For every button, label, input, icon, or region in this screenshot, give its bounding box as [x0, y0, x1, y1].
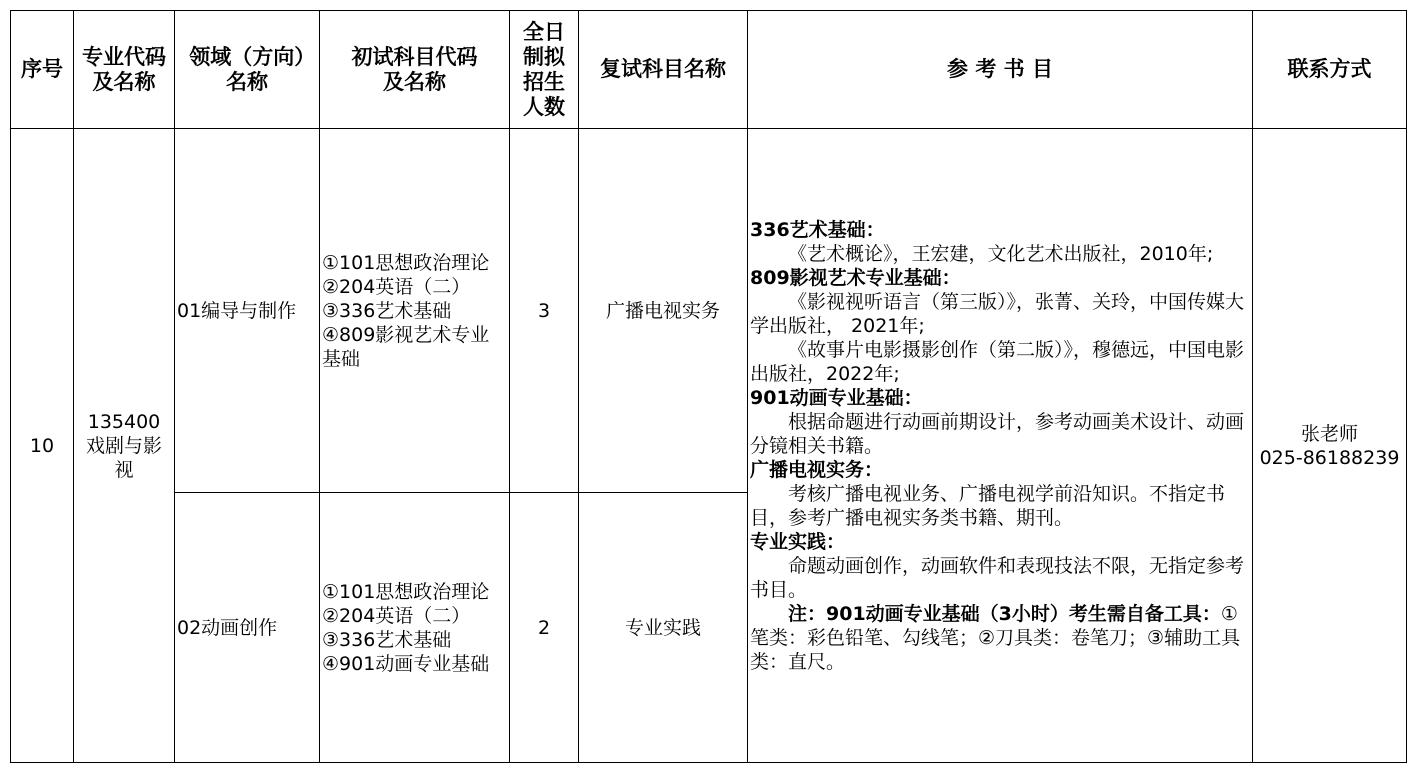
- header-quota: 全日制拟招生人数: [510, 11, 579, 129]
- header-exam: 初试科目代码及名称: [320, 11, 510, 129]
- major-cell: [74, 129, 175, 763]
- major-code: 135400: [87, 410, 161, 433]
- retest-cell: 广播电视实务: [579, 129, 748, 493]
- exam-subject: ①101思想政治理论: [322, 251, 490, 274]
- header-contact: 联系方式: [1253, 11, 1407, 129]
- admissions-table: [10, 10, 1407, 763]
- exam-subject: ①101思想政治理论: [322, 580, 490, 603]
- header-seq: 序号: [11, 11, 74, 129]
- exam-subject: ②204英语（二）: [322, 275, 471, 298]
- ref-entry: 根据命题进行动画前期设计，参考动画美术设计、动画分镜相关书籍。: [750, 410, 1245, 457]
- ref-entry: 考核广播电视业务、广播电视学前沿知识。不指定书目，参考广播电视实务类书籍、期刊。: [750, 482, 1226, 529]
- ref-section-title: 广播电视实务：: [750, 458, 884, 481]
- ref-entry: 《影视视听语言（第三版）》，张菁、关玲，中国传媒大学出版社， 2021年;: [750, 290, 1245, 337]
- ref-section-title: 336艺术基础：: [750, 218, 885, 241]
- header-refs: 参 考 书 目: [748, 11, 1253, 129]
- exam-subject: ④901动画专业基础: [322, 652, 490, 675]
- direction-name: 02动画创作: [175, 493, 320, 763]
- quota-cell: 2: [510, 493, 579, 763]
- ref-entry: 《艺术概论》，王宏建，文化艺术出版社，2010年;: [788, 242, 1214, 265]
- exam-subjects: [320, 493, 510, 763]
- seq-cell: 10: [11, 129, 74, 763]
- exam-subject: ②204英语（二）: [322, 604, 471, 627]
- exam-subject: ③336艺术基础: [322, 628, 452, 651]
- major-name: 戏剧与影视: [85, 434, 162, 481]
- ref-section-title: 专业实践：: [750, 530, 846, 553]
- header-row: [11, 11, 1407, 129]
- retest-cell: 专业实践: [579, 493, 748, 763]
- exam-subject: ④809影视艺术专业基础: [322, 323, 490, 370]
- header-field: 领域（方向）名称: [175, 11, 320, 129]
- header-major: 专业代码及名称: [74, 11, 175, 129]
- ref-note-text: ①笔类：彩色铅笔、勾线笔；②刀具类：卷笔刀；③辅助工具类：直尺。: [750, 602, 1241, 673]
- contact-name: 张老师: [1300, 422, 1358, 445]
- header-retest: 复试科目名称: [579, 11, 748, 129]
- ref-section-title: 901动画专业基础：: [750, 386, 923, 409]
- exam-subject: ③336艺术基础: [322, 299, 452, 322]
- ref-note: [750, 602, 1250, 674]
- direction-name: 01编导与制作: [175, 129, 320, 493]
- references-cell: [748, 129, 1253, 763]
- ref-entry: 命题动画创作，动画软件和表现技法不限，无指定参考书目。: [750, 554, 1245, 601]
- contact-phone: 025-86188239: [1259, 446, 1400, 469]
- quota-cell: 3: [510, 129, 579, 493]
- ref-note-bold: 注：901动画专业基础（3小时）考生需自备工具：: [788, 602, 1221, 625]
- ref-entry: 《故事片电影摄影创作（第二版）》，穆德远，中国电影出版社，2022年;: [750, 338, 1245, 385]
- table-row: [11, 129, 1407, 493]
- contact-cell: [1253, 129, 1407, 763]
- exam-subjects: [320, 129, 510, 493]
- ref-section-title: 809影视艺术专业基础：: [750, 266, 961, 289]
